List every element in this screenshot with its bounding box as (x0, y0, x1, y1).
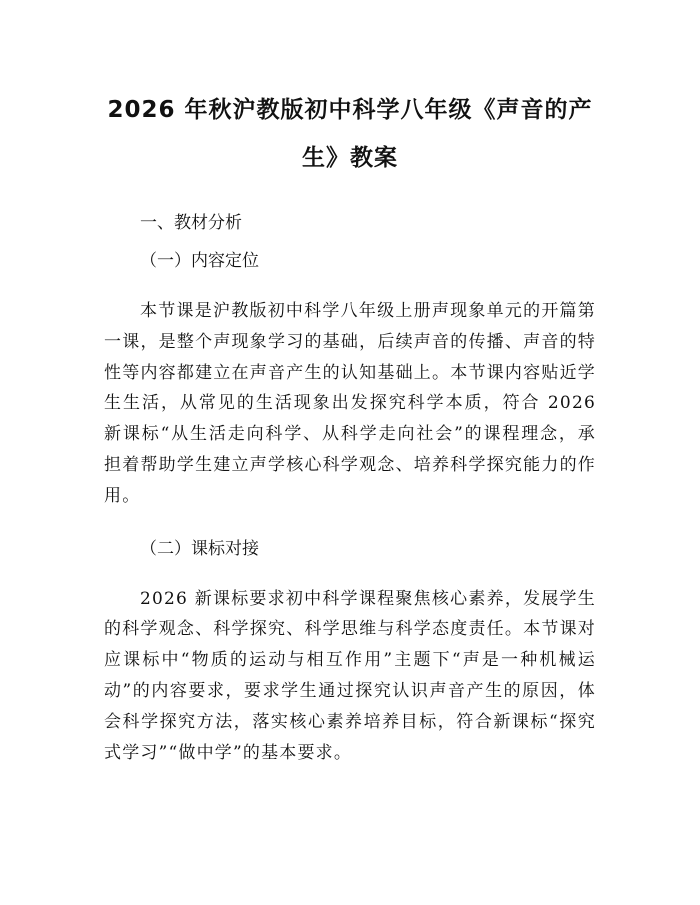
subsection-heading-content-positioning: （一）内容定位 (140, 251, 259, 271)
subsection-heading-curriculum-alignment: （二）课标对接 (140, 538, 259, 559)
paragraph-curriculum-alignment: 2026 新课标要求初中科学课程聚焦核心素养，发展学生的科学观念、科学探究、科学思维与科学态度责任。本节课对应课标中“物质的运动与相互作用”主题下“声是一种机械运动”的内容要求，要求学生通过探究认识声音产生的原因，体会科学探究方法，落实核心素养培养目标，符合新课标“探究式学习”“做中学”的基本要求。 (104, 588, 596, 763)
paragraph-content-positioning: 本节课是沪教版初中科学八年级上册声现象单元的开篇第一课，是整个声现象学习的基础，后续声音的传播、声音的特性等内容都建立在声音产生的认知基础上。本节课内容贴近学生生活，从常见的生活现象出发探究科学本质，符合 2026 新课标“从生活走向科学、从科学走向社会”的课程理念，承担着帮助学生建立声学核心科学观念、培养科学探究能力的作用。 (104, 301, 596, 506)
section-heading-textbook-analysis: 一、教材分析 (140, 213, 242, 233)
document-title: 2026 年秋沪教版初中科学八年级《声音的产生》教案 (107, 97, 593, 171)
